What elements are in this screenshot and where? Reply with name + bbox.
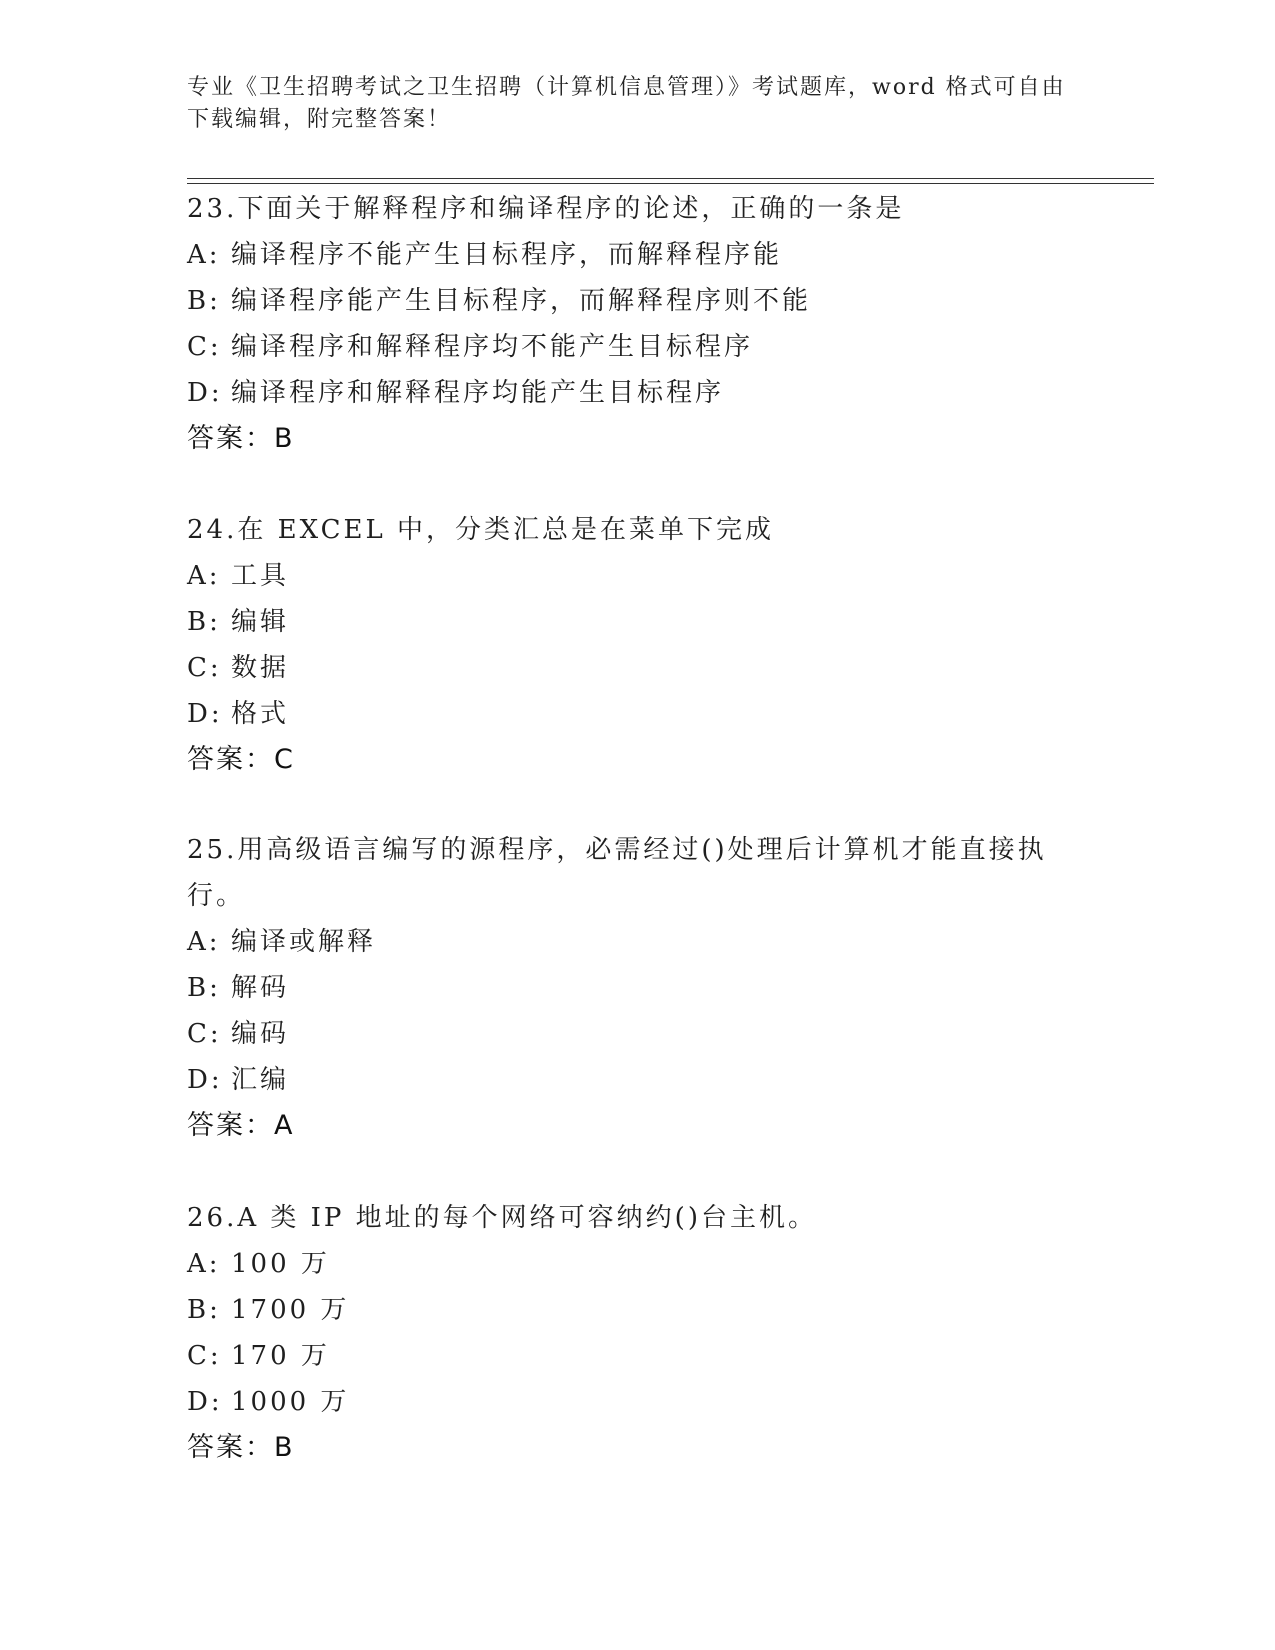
option-key: D: (187, 699, 223, 729)
option-text: 编译程序能产生目标程序，而解释程序则不能 (231, 286, 812, 316)
option-key: C: (187, 332, 222, 362)
option-b (187, 1287, 1087, 1333)
question-stem: 24.在 EXCEL 中，分类汇总是在菜单下完成 (187, 515, 775, 545)
question-stem: 26.A 类 IP 地址的每个网络可容纳约()台主机。 (187, 1203, 817, 1233)
option-key: A: (187, 240, 221, 270)
answer-line: 答案：B (187, 1432, 295, 1463)
option-key: B: (187, 973, 221, 1003)
option-key: A: (187, 561, 221, 591)
option-text: 数据 (231, 653, 290, 683)
option-text: 编译或解释 (231, 927, 377, 957)
option-text: 编译程序和解释程序均不能产生目标程序 (231, 332, 754, 362)
option-text: 汇编 (231, 1065, 290, 1095)
option-text: 1700 万 (231, 1295, 350, 1325)
option-a (187, 553, 1087, 599)
question-block (187, 827, 1087, 1149)
question-block (187, 186, 1087, 462)
option-c (187, 1333, 1087, 1379)
option-key: D: (187, 1387, 223, 1417)
header-divider (187, 178, 1154, 184)
option-key: C: (187, 653, 222, 683)
option-d (187, 1379, 1087, 1425)
option-text: 工具 (231, 561, 290, 591)
option-d (187, 1057, 1087, 1103)
option-c (187, 645, 1087, 691)
option-c (187, 324, 1087, 370)
option-key: B: (187, 1295, 221, 1325)
question-stem: 23.下面关于解释程序和编译程序的论述，正确的一条是 (187, 194, 905, 224)
option-text: 编码 (231, 1019, 290, 1049)
option-key: A: (187, 927, 221, 957)
option-d (187, 370, 1087, 416)
answer-line: 答案：B (187, 423, 295, 454)
document-header: 专业《卫生招聘考试之卫生招聘（计算机信息管理）》考试题库，word 格式可自由下载编辑，附完整答案！ (187, 75, 1066, 132)
option-text: 100 万 (231, 1249, 330, 1279)
option-key: D: (187, 1065, 223, 1095)
option-c (187, 1011, 1087, 1057)
option-b (187, 965, 1087, 1011)
option-text: 编译程序不能产生目标程序，而解释程序能 (231, 240, 783, 270)
answer-line: 答案：C (187, 744, 295, 775)
option-text: 编译程序和解释程序均能产生目标程序 (231, 378, 725, 408)
question-block (187, 1195, 1087, 1471)
option-b (187, 599, 1087, 645)
option-key: A: (187, 1249, 221, 1279)
option-text: 格式 (231, 699, 290, 729)
question-block (187, 507, 1087, 783)
option-text: 编辑 (231, 607, 290, 637)
option-text: 1000 万 (231, 1387, 350, 1417)
question-stem: 25.用高级语言编写的源程序，必需经过()处理后计算机才能直接执行。 (187, 835, 1047, 911)
option-a (187, 1241, 1087, 1287)
option-key: D: (187, 378, 223, 408)
option-key: C: (187, 1341, 222, 1371)
option-key: B: (187, 607, 221, 637)
option-d (187, 691, 1087, 737)
option-text: 解码 (231, 973, 290, 1003)
option-b (187, 278, 1087, 324)
option-a (187, 232, 1087, 278)
option-text: 170 万 (231, 1341, 330, 1371)
option-key: C: (187, 1019, 222, 1049)
option-a (187, 919, 1087, 965)
option-key: B: (187, 286, 221, 316)
answer-line: 答案：A (187, 1110, 295, 1141)
